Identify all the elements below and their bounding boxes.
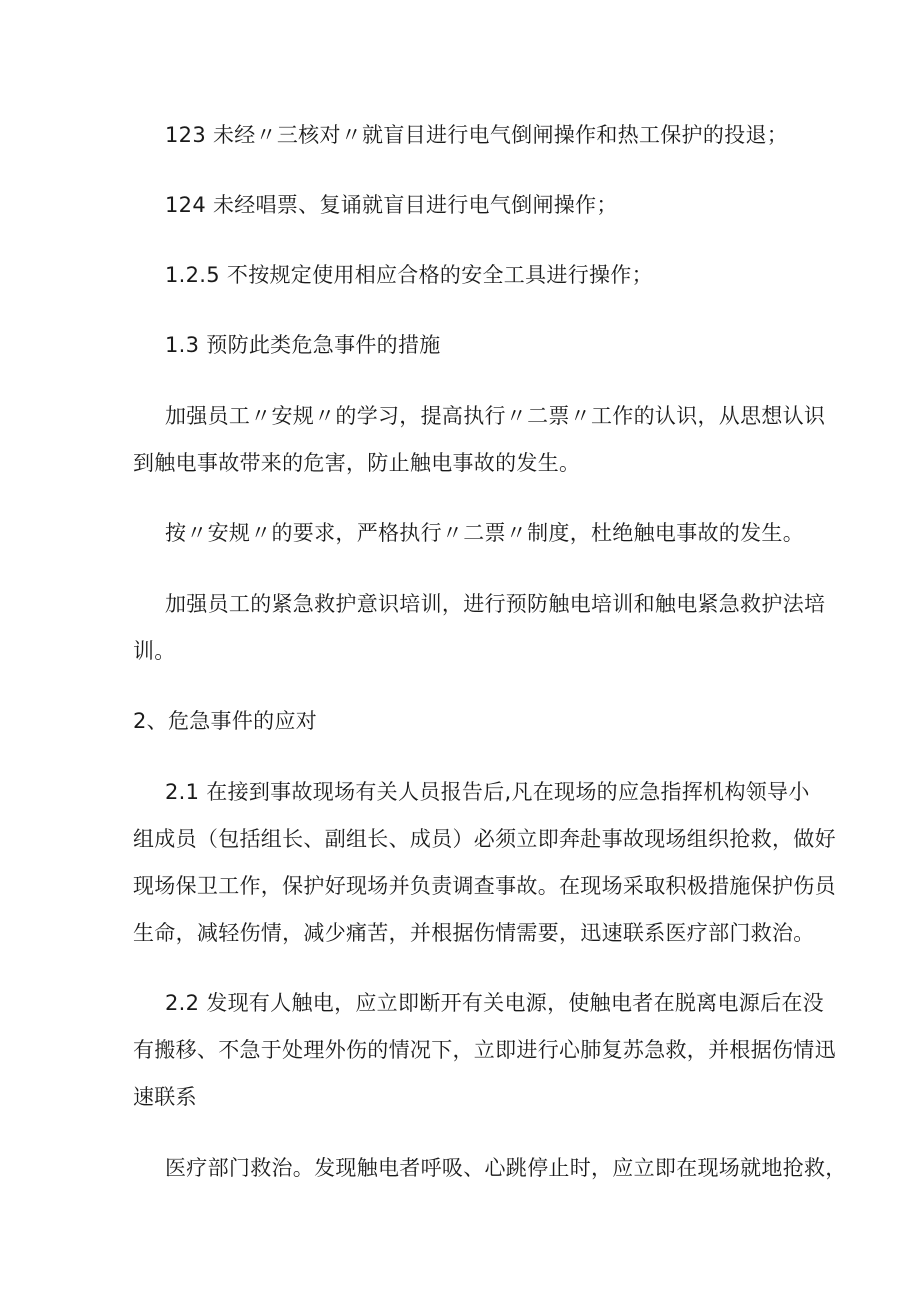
paragraph-line: 加强员工〃安规〃的学习，提高执行〃二票〃工作的认识，从思想认识 [165,404,826,428]
clause-1-2-5: 1.2.5 不按规定使用相应合格的安全工具进行操作； [165,263,653,287]
section-heading-2: 2、危急事件的应对 [133,709,318,733]
clause-2-2: 2.2 发现有人触电，应立即断开有关电源，使触电者在脱离电源后在没 [165,991,824,1015]
clause-1-2-3: 123 未经〃三核对〃就盲目进行电气倒闸操作和热工保护的投退； [165,123,789,147]
clause-2-1: 2.1 在接到事故现场有关人员报告后,凡在现场的应急指挥机构领导小 [165,780,810,804]
paragraph-line: 训。 [133,639,176,663]
paragraph-line: 按〃安规〃的要求，严格执行〃二票〃制度，杜绝触电事故的发生。 [165,521,804,545]
clause-1-2-4: 124 未经唱票、复诵就盲目进行电气倒闸操作； [165,193,618,217]
section-heading-1-3: 1.3 预防此类危急事件的措施 [165,333,441,357]
paragraph-line: 医疗部门救治。发现触电者呼吸、心跳停止时，应立即在现场就地抢救， [165,1156,847,1180]
paragraph-line: 有搬移、不急于处理外伤的情况下，立即进行心肺复苏急救，并根据伤情迅 [133,1038,836,1062]
paragraph-line: 组成员（包括组长、副组长、成员）必须立即奔赴事故现场组织抢救，做好 [133,827,836,851]
paragraph-line: 现场保卫工作，保护好现场并负责调查事故。在现场采取积极措施保护伤员 [133,874,836,898]
paragraph-line: 速联系 [133,1085,197,1109]
paragraph-line: 到触电事故带来的危害，防止触电事故的发生。 [133,451,581,475]
paragraph-line: 加强员工的紧急救护意识培训，进行预防触电培训和触电紧急救护法培 [165,592,826,616]
paragraph-line: 生命，减轻伤情，减少痛苦，并根据伤情需要，迅速联系医疗部门救治。 [133,921,815,945]
